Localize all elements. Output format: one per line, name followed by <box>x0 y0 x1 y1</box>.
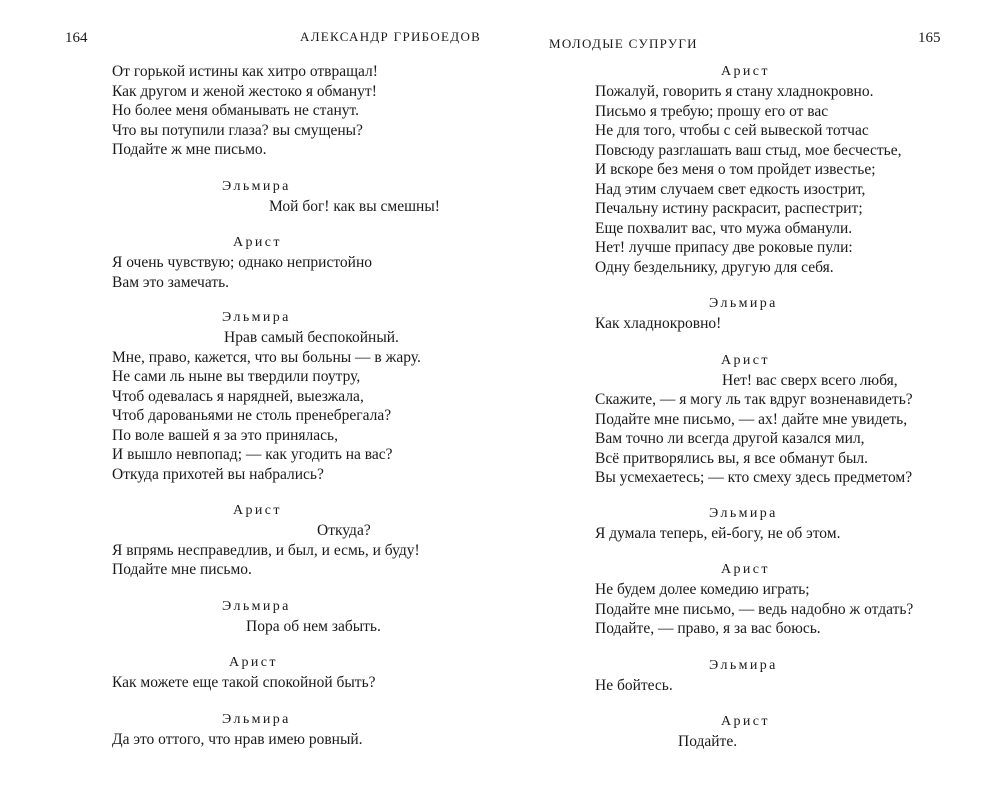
verse-line: Одну бездельнику, другую для себя. <box>595 258 834 276</box>
verse-line: От горькой истины как хитро отвращал! <box>112 63 378 80</box>
verse-line: Я думала теперь, ей-богу, не об этом. <box>595 524 841 542</box>
verse-line: И вышло невпопад; — как угодить на вас? <box>112 446 393 463</box>
verse-line: Чтоб дарованьями не столь пренебрегала? <box>112 407 392 424</box>
verse-line: Как можете еще такой спокойной быть? <box>112 674 376 691</box>
speaker-name: Эльмира <box>222 711 291 727</box>
verse-line: Как хладнокровно! <box>595 315 722 332</box>
speaker-name: Арист <box>229 655 278 670</box>
speaker-name: Эльмира <box>709 657 778 673</box>
verse-line: Нрав самый беспокойный. <box>224 329 399 346</box>
verse-line: Чтоб одевалась я нарядней, выезжала, <box>112 387 364 405</box>
verse-line: Вам это замечать. <box>112 273 230 291</box>
verse-line: Нет! лучше припасу две роковые пули: <box>595 239 853 256</box>
verse-line: Не сами ль ныне вы твердили поутру, <box>112 368 361 385</box>
verse-line: И вскоре без меня о том пройдет известье; <box>595 161 876 178</box>
verse-line: Мне, право, кажется, что вы больны — в жару. <box>112 348 421 366</box>
verse-line: Не бойтесь. <box>595 676 673 694</box>
verse-line: Печальну истину раскрасит, распестрит; <box>595 200 863 217</box>
verse-line: Подайте. <box>678 733 738 750</box>
verse-line: Как другом и женой жестоко я обманут! <box>112 82 377 100</box>
running-head-title: МОЛОДЫЕ СУПРУГИ <box>549 36 698 51</box>
verse-line: По воле вашей я за это принялась, <box>112 426 338 444</box>
speaker-name: Арист <box>233 235 282 250</box>
page-number: 164 <box>65 30 88 46</box>
verse-line: Подайте мне письмо, — ах! дайте мне увидеть, <box>595 410 908 428</box>
verse-line: Подайте, — право, я за вас боюсь. <box>595 620 821 637</box>
verse-line: Еще похвалит вас, что мужа обманули. <box>595 219 853 237</box>
speaker-name: Арист <box>721 64 770 79</box>
speaker-name: Эльмира <box>222 310 291 325</box>
verse-line: Не для того, чтобы с сей вывеской тотчас <box>595 122 869 139</box>
verse-line: Повсюду разглашать ваш стыд, мое бесчестье, <box>595 141 902 159</box>
verse-line: Нет! вас сверх всего любя, <box>722 371 898 389</box>
right-page-text <box>595 62 935 752</box>
verse-line: Что вы потупили глаза? вы смущены? <box>112 121 363 139</box>
verse-line: Вам точно ли всегда другой казался мил, <box>595 430 865 447</box>
verse-line: Да это оттого, что нрав имею ровный. <box>112 730 363 748</box>
verse-line: Откуда? <box>317 522 371 539</box>
verse-line: Я очень чувствую; однако непристойно <box>112 254 372 271</box>
speaker-name: Арист <box>721 562 770 577</box>
speaker-name: Эльмира <box>222 178 291 194</box>
verse-line: Подайте мне письмо, — ведь надобно ж отдать? <box>595 600 914 618</box>
verse-line: Откуда прихотей вы набрались? <box>112 465 324 483</box>
speaker-name: Арист <box>721 714 770 729</box>
verse-line: Всё притворялись вы, я все обманут был. <box>595 449 868 467</box>
verse-line: Пора об нем забыть. <box>246 617 381 635</box>
left-page-text <box>112 62 442 749</box>
speaker-name: Эльмира <box>222 598 291 614</box>
verse-line: Над этим случаем свет едкость изострит, <box>595 180 866 198</box>
verse-line: Подайте мне письмо. <box>112 561 252 578</box>
verse-line: Подайте ж мне письмо. <box>112 141 267 158</box>
verse-line: Не будем долее комедию играть; <box>595 581 810 598</box>
verse-line: Мой бог! как вы смешны! <box>269 197 440 215</box>
running-head-author: АЛЕКСАНДР ГРИБОЕДОВ <box>300 29 482 44</box>
verse-line: Скажите, — я могу ль так вдруг возненавидеть? <box>595 391 913 408</box>
speaker-name: Эльмира <box>709 296 778 311</box>
verse-line: Я впрямь несправедлив, и был, и есмь, и буду! <box>112 541 420 559</box>
right-page <box>500 0 1000 786</box>
verse-line: Письмо я требую; прошу его от вас <box>595 102 829 120</box>
speaker-name: Арист <box>233 503 282 518</box>
verse-block <box>112 62 442 160</box>
verse-line: Но более меня обманывать не станут. <box>112 102 359 119</box>
verse-line: Пожалуй, говорить я стану хладнокровно. <box>595 83 874 100</box>
page-number: 165 <box>918 30 941 46</box>
speaker-name: Арист <box>721 352 770 368</box>
speaker-name: Эльмира <box>709 505 778 521</box>
verse-line: Вы усмехаетесь; — кто смеху здесь предметом? <box>595 469 913 486</box>
